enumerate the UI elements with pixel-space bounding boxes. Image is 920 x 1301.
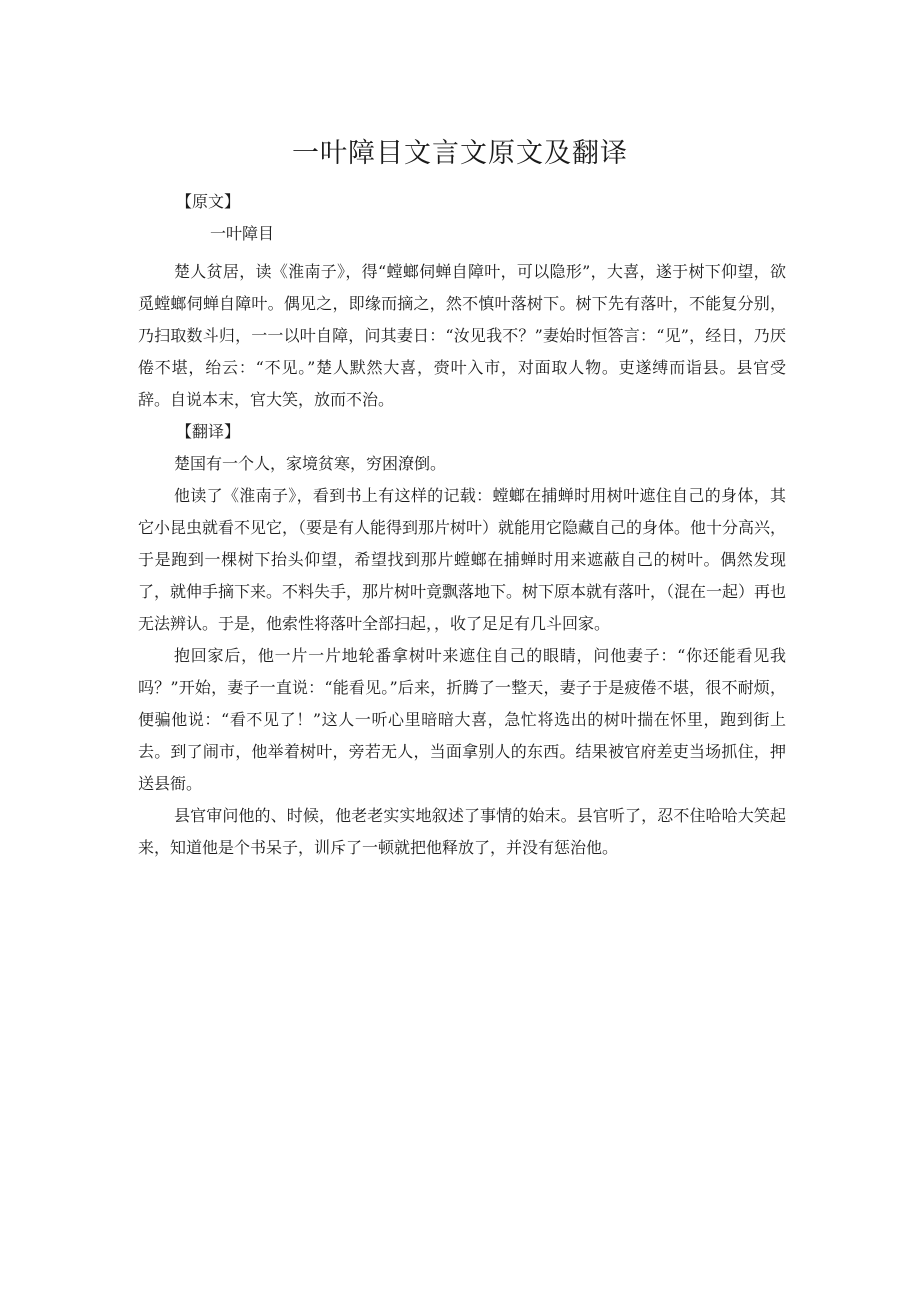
translation-paragraph: 县官审问他的、时候，他老老实实地叙述了事情的始末。县官听了，忍不住哈哈大笑起来，知道他是个书呆子，训斥了一顿就把他释放了，并没有惩治他。 [138, 806, 786, 857]
document-body [138, 186, 786, 864]
translation-paragraph: 他读了《淮南子》，看到书上有这样的记载：螳螂在捕蝉时用树叶遮住自己的身体，其它小昆虫就看不见它，（要是有人能得到那片树叶）就能用它隐藏自己的身体。他十分高兴，于是跑到一棵树下抬头仰望，希望找到那片螳螂在捕蝉时用来遮蔽自己的树叶。偶然发现了，就伸手摘下来。不料失手，那片树叶竟飘落地下。树下原本就有落叶，（混在一起）再也无法辨认。于是，他索性将落叶全部扫起，，收了足足有几斗回家。 [138, 486, 787, 633]
document-title: 一叶障目文言文原文及翻译 [292, 138, 628, 169]
translation-paragraph: 抱回家后，他一片一片地轮番拿树叶来遮住自己的眼睛，问他妻子：“你还能看见我吗？”开始，妻子一直说：“能看见。”后来，折腾了一整天，妻子于是疲倦不堪，很不耐烦，便骗他说：“看不见了！”这人一听心里暗暗大喜，急忙将选出的树叶揣在怀里，跑到街上去。到了闹市，他举着树叶，旁若无人，当面拿别人的东西。结果被官府差吏当场抓住，押送县衙。 [138, 646, 786, 793]
original-paragraph: 楚人贫居，读《淮南子》，得“螳螂伺蝉自障叶，可以隐形”，大喜，遂于树下仰望，欲觅螳螂伺蝉自障叶。偶见之，即缘而摘之，然不慎叶落树下。树下先有落叶，不能复分别，乃扫取数斗归，一一以叶自障，问其妻日：“汝见我不？”妻始时恒答言：“见”，经日，乃厌倦不堪，绐云：“不见。”楚人默然大喜，赍叶入市，对面取人物。吏遂缚而诣县。县官受辞。自说本末，官大笑，放而不治。 [138, 262, 786, 409]
original-heading: 【原文】 [176, 192, 241, 211]
original-subtitle: 一叶障目 [210, 224, 275, 243]
translation-heading: 【翻译】 [176, 422, 241, 441]
translation-paragraph: 楚国有一个人，家境贫寒，穷困潦倒。 [174, 454, 447, 473]
